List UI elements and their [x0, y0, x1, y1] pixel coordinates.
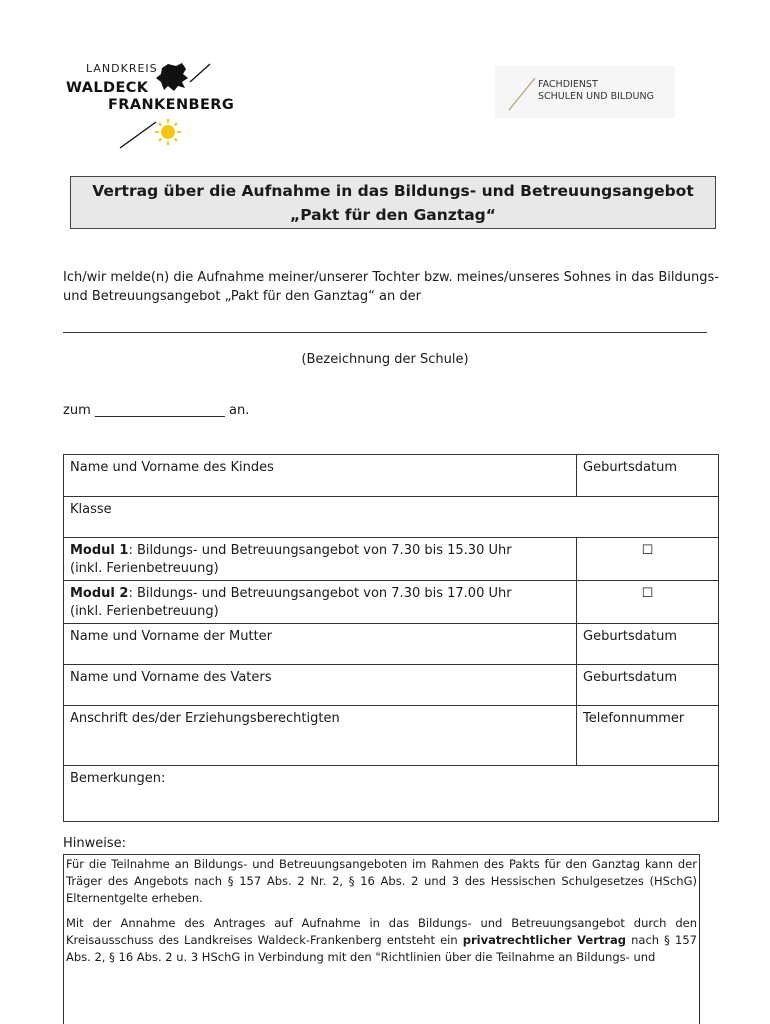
logo-small-text: LANDKREIS	[86, 62, 158, 75]
father-birthdate-field[interactable]: Geburtsdatum	[577, 665, 719, 706]
table-row	[64, 581, 719, 624]
logo-line1: WALDECK	[66, 80, 149, 96]
table-row	[64, 455, 719, 497]
mother-birthdate-field[interactable]: Geburtsdatum	[577, 624, 719, 665]
intro-text: Ich/wir melde(n) die Aufnahme meiner/unserer Tochter bzw. meines/unseres Sohnes in das Bildungs- und Betreuungsangebot „Pakt für den Ganztag“ an der	[63, 270, 719, 304]
modul2-text: : Bildungs- und Betreuungsangebot von 7.30 bis 17.00 Uhr	[128, 586, 512, 601]
title-line1: Vertrag über die Aufnahme in das Bildungs- und Betreuungsangebot	[92, 182, 694, 200]
table-row	[64, 497, 719, 538]
diagonal-line-icon	[505, 74, 539, 114]
department-line2: SCHULEN UND BILDUNG	[538, 91, 654, 102]
class-field[interactable]: Klasse	[64, 497, 719, 538]
document-title	[70, 176, 716, 229]
table-row	[64, 538, 719, 581]
start-suffix: an.	[229, 403, 250, 418]
modul1-text: : Bildungs- und Betreuungsangebot von 7.30 bis 15.30 Uhr	[128, 543, 512, 558]
table-row	[64, 766, 719, 822]
address-field[interactable]: Anschrift des/der Erziehungsberechtigten	[64, 706, 577, 766]
notes-p2-end: nach § 157 Abs. 2, § 16 Abs. 2 u. 3 HSchG in Verbindung mit den "Richtlinien über die Teilnahme an Bildungs- und	[66, 933, 697, 964]
notes-heading: Hinweise:	[63, 836, 127, 851]
table-row	[64, 706, 719, 766]
district-logo	[64, 60, 254, 150]
notes-box	[63, 854, 700, 1024]
modul1-label: Modul 1	[70, 543, 129, 558]
notes-p2-start: Mit der Annahme des Antrages auf Aufnahme in das Bildungs- und Betreuungsangebot durch den Kreisausschuss des Landkreises Waldeck-Frankenberg entsteht ein	[66, 916, 697, 947]
modul2-sub: (inkl. Ferienbetreuung)	[70, 604, 219, 619]
child-name-field[interactable]: Name und Vorname des Kindes	[64, 455, 577, 497]
table-row	[64, 624, 719, 665]
notes-paragraph-1: Für die Teilnahme an Bildungs- und Betreuungsangeboten im Rahmen des Pakts für den Ganztag kann der Träger des Angebots nach § 157 Abs. 2 Nr. 2, § 16 Abs. 2 und 3 des Hessischen Schulgesetzes (HSchG) Elternentgelte erheben.	[66, 857, 697, 905]
modul1-option	[64, 538, 577, 581]
child-birthdate-field[interactable]: Geburtsdatum	[577, 455, 719, 497]
modul1-checkbox-cell	[577, 538, 719, 581]
department-line1: FACHDIENST	[538, 79, 598, 90]
registration-table	[63, 454, 719, 822]
start-date-blank[interactable]: ____________________	[94, 403, 225, 418]
phone-field[interactable]: Telefonnummer	[577, 706, 719, 766]
modul2-option	[64, 581, 577, 624]
modul1-checkbox[interactable]: ☐	[641, 543, 654, 558]
lion-emblem-icon	[64, 60, 254, 150]
department-logo	[495, 66, 675, 118]
title-line2: „Pakt für den Ganztag“	[290, 206, 496, 224]
school-caption: (Bezeichnung der Schule)	[301, 352, 469, 367]
mother-name-field[interactable]: Name und Vorname der Mutter	[64, 624, 577, 665]
remarks-field[interactable]: Bemerkungen:	[64, 766, 719, 822]
start-date-line	[63, 401, 249, 420]
notes-paragraph-2	[66, 915, 697, 966]
notes-p2-bold: privatrechtlicher Vertrag	[462, 933, 627, 947]
table-row	[64, 665, 719, 706]
start-prefix: zum	[63, 403, 91, 418]
school-name-line[interactable]	[63, 332, 707, 333]
modul2-checkbox-cell	[577, 581, 719, 624]
modul2-label: Modul 2	[70, 586, 129, 601]
modul2-checkbox[interactable]: ☐	[641, 586, 654, 601]
father-name-field[interactable]: Name und Vorname des Vaters	[64, 665, 577, 706]
logo-line2: FRANKENBERG	[108, 97, 235, 113]
modul1-sub: (inkl. Ferienbetreuung)	[70, 561, 219, 576]
